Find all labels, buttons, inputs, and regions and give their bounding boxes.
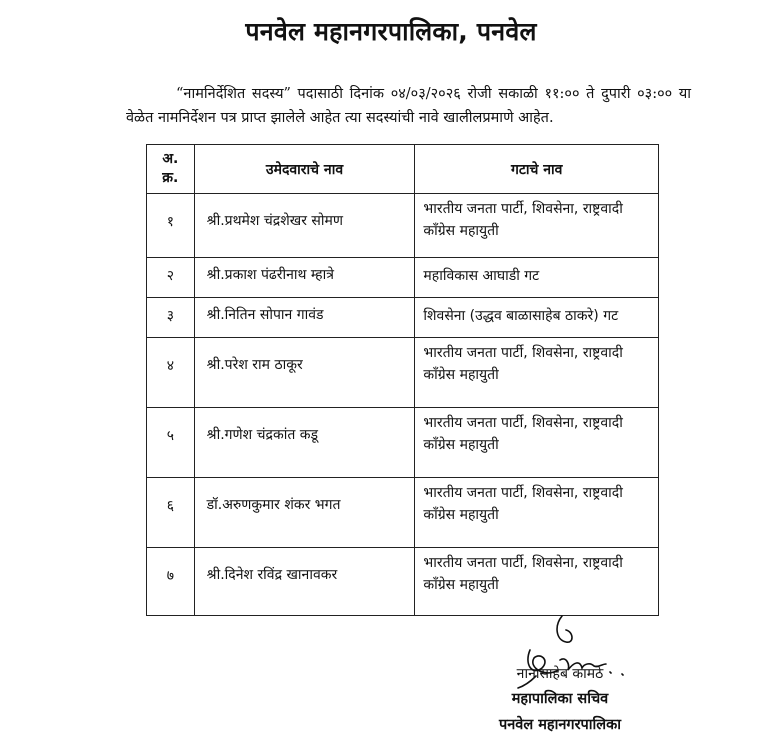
name-header: उमेदवाराचे नाव xyxy=(194,145,415,194)
name-cell: श्री.प्रकाश पंढरीनाथ म्हात्रे xyxy=(194,258,415,298)
name-cell: डॉ.अरुणकुमार शंकर भगत xyxy=(194,478,415,548)
serial-cell: २ xyxy=(147,258,195,298)
serial-cell: ३ xyxy=(147,298,195,338)
group-line1: भारतीय जनता पार्टी, शिवसेना, राष्ट्रवादी xyxy=(423,201,623,217)
document-title: पनवेल महानगरपालिका, पनवेल xyxy=(245,17,537,46)
group-header: गटाचे नाव xyxy=(415,145,659,194)
group-cell xyxy=(415,408,659,478)
name-cell: श्री.दिनेश रविंद्र खानावकर xyxy=(194,548,415,616)
nominations-table xyxy=(146,144,659,616)
table-row xyxy=(147,408,659,478)
serial-cell: ६ xyxy=(147,478,195,548)
intro-paragraph: “नामनिर्देशित सदस्य” पदासाठी दिनांक ०४/०३/२०२६ रोजी सकाळी ११:०० ते दुपारी ०३:०० या वेळेत नामनिर्देशन पत्र प्राप्त झालेले आहेत त्या सदस्यांची नावे खालीलप्रमाणे आहेत. xyxy=(126,86,691,126)
table-header-row xyxy=(147,145,659,194)
group-line2: काँग्रेस महायुती xyxy=(423,367,499,383)
table-row xyxy=(147,298,659,338)
serial-cell: ४ xyxy=(147,338,195,408)
name-cell: श्री.प्रथमेश चंद्रशेखर सोमण xyxy=(194,194,415,258)
group-cell xyxy=(415,258,659,298)
table-row xyxy=(147,338,659,408)
serial-header-line2: क्र. xyxy=(162,170,179,186)
group-line2: काँग्रेस महायुती xyxy=(423,223,499,239)
table-row xyxy=(147,194,659,258)
name-cell: श्री.परेश राम ठाकूर xyxy=(194,338,415,408)
signature-block xyxy=(460,662,660,738)
group-line1: भारतीय जनता पार्टी, शिवसेना, राष्ट्रवादी xyxy=(423,345,623,361)
group-line1: शिवसेना (उद्धव बाळासाहेब ठाकरे) गट xyxy=(423,308,619,324)
serial-cell: १ xyxy=(147,194,195,258)
group-line1: भारतीय जनता पार्टी, शिवसेना, राष्ट्रवादी xyxy=(423,415,623,431)
signatory-name: नानासाहेब कामठे xyxy=(516,666,604,682)
group-line2: काँग्रेस महायुती xyxy=(423,577,499,593)
group-line2: काँग्रेस महायुती xyxy=(423,437,499,453)
group-line1: भारतीय जनता पार्टी, शिवसेना, राष्ट्रवादी xyxy=(423,485,623,501)
serial-header xyxy=(147,145,195,194)
table-row xyxy=(147,478,659,548)
group-cell xyxy=(415,478,659,548)
table-row xyxy=(147,258,659,298)
group-cell xyxy=(415,194,659,258)
serial-cell: ७ xyxy=(147,548,195,616)
group-cell xyxy=(415,298,659,338)
serial-header-line1: अ. xyxy=(162,151,179,167)
group-line1: महाविकास आघाडी गट xyxy=(423,268,540,284)
group-line2: काँग्रेस महायुती xyxy=(423,507,499,523)
signatory-designation: महापालिका सचिव xyxy=(511,691,609,707)
name-cell: श्री.गणेश चंद्रकांत कडू xyxy=(194,408,415,478)
group-cell xyxy=(415,548,659,616)
serial-cell: ५ xyxy=(147,408,195,478)
signatory-organization: पनवेल महानगरपालिका xyxy=(499,717,621,733)
group-line1: भारतीय जनता पार्टी, शिवसेना, राष्ट्रवादी xyxy=(423,555,623,571)
name-cell: श्री.नितिन सोपान गावंड xyxy=(194,298,415,338)
group-cell xyxy=(415,338,659,408)
table-row xyxy=(147,548,659,616)
